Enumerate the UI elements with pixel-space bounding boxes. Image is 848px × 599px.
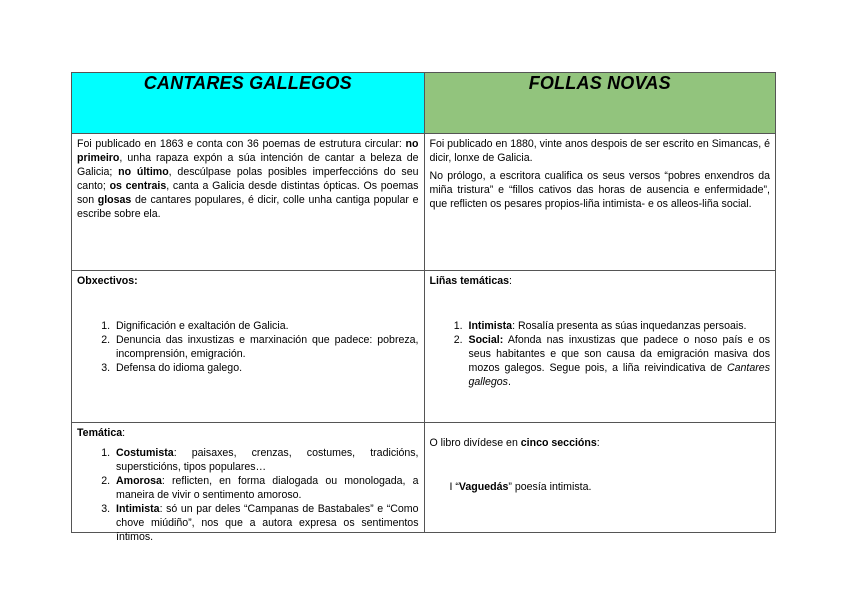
- tematica-cell: [72, 423, 425, 543]
- section-vaguedas: I “Vaguedás” poesía intimista.: [449, 481, 592, 493]
- intro-left-cell: [72, 134, 425, 271]
- list-item: 3. Intimista: só un par deles “Campanas de Bastabales” e “Como chove miúdiño”, nos que a autora expresa os sentimentos íntimos.: [113, 502, 419, 544]
- header-left-cell: [72, 73, 425, 134]
- thematic-lines-list: [430, 319, 771, 389]
- tematica-row: [72, 423, 776, 533]
- follas-publication-paragraph: Foi publicado en 1880, vinte anos despois de ser escrito en Simancas, é dicir, lonxe de Galicia.: [429, 138, 770, 164]
- list-item: 2. Denuncia das inxustizas e marxinación que padece: pobreza, incomprensión, emigración.: [113, 333, 419, 361]
- header-row: [72, 73, 776, 134]
- sections-cell: [424, 423, 776, 533]
- sections-intro: O libro divídese en cinco seccións:: [429, 437, 600, 449]
- objectives-cell: [72, 271, 425, 423]
- objectives-label: Obxectivos:: [77, 275, 138, 287]
- follas-prologue-paragraph: No prólogo, a escritora cualifica os seus versos “pobres enxendros da miña tristura” e “fillos cativos das horas de ausencia e enfermidade”, que reflicten os pesares propios-liña intimista- e os alleos-liña social.: [429, 170, 770, 210]
- cantares-gallegos-title: CANTARES GALLEGOS: [143, 73, 352, 93]
- thematic-lines-cell: [424, 271, 776, 423]
- list-item: 2. Amorosa: reflicten, en forma dialogada ou monologada, a maneira de vivir o sentimento amoroso.: [113, 474, 419, 502]
- header-right-cell: [424, 73, 776, 134]
- list-item: 1. Costumista: paisaxes, crenzas, costumes, tradicións, supersticións, tipos populares…: [113, 446, 419, 474]
- intro-right-cell: [424, 134, 776, 271]
- tematica-content: [77, 426, 419, 543]
- objectives-row: [72, 271, 776, 423]
- objectives-list: [77, 319, 419, 375]
- tematica-list: [77, 446, 419, 544]
- list-item: 1. Dignificación e exaltación de Galicia.: [113, 319, 419, 333]
- follas-novas-title: FOLLAS NOVAS: [528, 73, 671, 93]
- list-item: 1. Intimista: Rosalía presenta as súas inquedanzas persoais.: [466, 319, 771, 333]
- intro-row: [72, 134, 776, 271]
- list-item: 3. Defensa do idioma galego.: [113, 361, 419, 375]
- tematica-label: Temática:: [77, 427, 126, 439]
- thematic-lines-label: Liñas temáticas:: [429, 275, 512, 287]
- comparison-table: [71, 72, 776, 543]
- cantares-intro-paragraph: Foi publicado en 1863 e conta con 36 poemas de estrutura circular: no primeiro, unha rapaza expón a súa intención de cantar a beleza de Galicia; no último, descúlpase polas posibles imperfeccións do seu canto; os centrais, canta a Galicia desde distintas ópticas. Os poemas son glosas de cantares populares, é dicir, colle unha cantiga popular e escribe sobre ela.: [77, 138, 419, 220]
- list-item: 2. Social: Afonda nas inxustizas que padece o noso país e os seus habitantes e que son causa da emigración masiva dos mozos galegos. Segue pois, a liña reivindicativa de Cantares gallegos.: [466, 333, 771, 389]
